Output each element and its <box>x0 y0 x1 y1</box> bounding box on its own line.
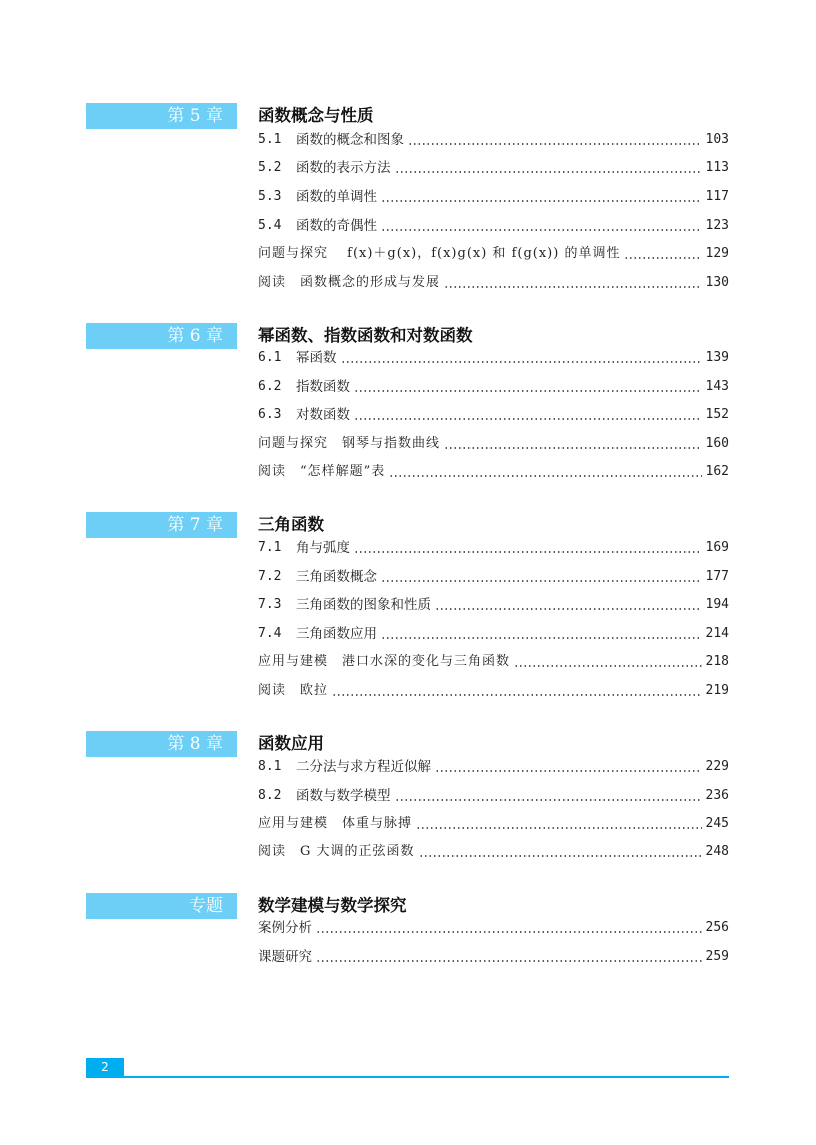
dot-leader <box>381 637 702 639</box>
chapter-title[interactable]: 幂函数、指数函数和对数函数 <box>258 326 473 345</box>
footer-rule <box>86 1076 729 1078</box>
dot-leader <box>514 665 702 667</box>
chapter-label: 第 8 章 <box>86 731 237 757</box>
toc-entry[interactable] <box>258 595 729 615</box>
page-ref: 103 <box>705 132 729 147</box>
dot-leader <box>444 286 702 288</box>
dot-leader <box>435 608 702 610</box>
section-number: 5.3 <box>258 189 282 204</box>
section-title: 阅读 欧拉 <box>258 683 329 698</box>
page-number: 2 <box>86 1058 124 1077</box>
chapter-title[interactable]: 函数概念与性质 <box>258 106 374 125</box>
toc-entry[interactable] <box>258 244 729 264</box>
toc-entry[interactable] <box>258 405 729 425</box>
toc-entry[interactable] <box>258 814 729 834</box>
section-number: 7.3 <box>258 597 282 612</box>
chapter-label: 第 7 章 <box>86 512 237 538</box>
page-ref: 256 <box>705 920 729 935</box>
chapter-label: 第 5 章 <box>86 103 237 129</box>
page-ref: 113 <box>705 160 729 175</box>
dot-leader <box>381 200 702 202</box>
section-title: 幂函数 <box>296 350 337 366</box>
chapter-title[interactable]: 三角函数 <box>258 515 324 534</box>
page-ref: 117 <box>705 189 729 204</box>
section-title: 角与弧度 <box>296 540 350 556</box>
section-title: 应用与建模 港口水深的变化与三角函数 <box>258 654 511 669</box>
chapter-title[interactable]: 数学建模与数学探究 <box>258 896 407 915</box>
section-number: 6.2 <box>258 379 282 394</box>
page-ref: 218 <box>705 654 729 669</box>
section-title: 函数的单调性 <box>296 189 377 205</box>
dot-leader <box>395 799 702 801</box>
toc-entry[interactable] <box>258 786 729 806</box>
page-ref: 259 <box>705 949 729 964</box>
page-ref: 139 <box>705 350 729 365</box>
dot-leader <box>389 475 701 477</box>
section-number: 7.1 <box>258 540 282 555</box>
toc-entry[interactable] <box>258 538 729 558</box>
section-title: 三角函数的图象和性质 <box>296 597 431 613</box>
dot-leader <box>395 171 702 173</box>
page-ref: 169 <box>705 540 729 555</box>
page-ref: 162 <box>705 464 729 479</box>
section-number: 7.4 <box>258 626 282 641</box>
section-title: 二分法与求方程近似解 <box>296 759 431 775</box>
section-title: 案例分析 <box>258 920 312 936</box>
section-title: 函数与数学模型 <box>296 788 391 804</box>
dot-leader <box>332 694 702 696</box>
section-title: 函数的表示方法 <box>296 160 391 176</box>
section-title: 三角函数应用 <box>296 626 377 642</box>
toc-entry[interactable] <box>258 947 729 967</box>
dot-leader <box>408 143 702 145</box>
section-title: 课题研究 <box>258 949 312 965</box>
section-title: 对数函数 <box>296 407 350 423</box>
section-number: 5.4 <box>258 218 282 233</box>
page-ref: 236 <box>705 788 729 803</box>
dot-leader <box>435 770 702 772</box>
section-number: 8.1 <box>258 759 282 774</box>
page-ref: 245 <box>705 816 729 831</box>
section-title: 问题与探究 f(x)＋g(x)，f(x)g(x) 和 f(g(x)) 的单调性 <box>258 246 621 261</box>
dot-leader <box>416 827 702 829</box>
toc-entry[interactable] <box>258 918 729 938</box>
dot-leader <box>419 855 702 857</box>
page-ref: 152 <box>705 407 729 422</box>
section-title: 阅读 函数概念的形成与发展 <box>258 275 441 290</box>
dot-leader <box>381 229 702 231</box>
section-title: 指数函数 <box>296 379 350 395</box>
toc-entry[interactable] <box>258 652 729 672</box>
toc-entry[interactable] <box>258 273 729 293</box>
section-title: 问题与探究 钢琴与指数曲线 <box>258 436 441 451</box>
section-number: 5.1 <box>258 132 282 147</box>
section-number: 7.2 <box>258 569 282 584</box>
toc-entry[interactable] <box>258 216 729 236</box>
page-ref: 229 <box>705 759 729 774</box>
page-ref: 160 <box>705 436 729 451</box>
dot-leader <box>444 447 702 449</box>
dot-leader <box>316 960 702 962</box>
section-number: 6.3 <box>258 407 282 422</box>
toc-entry[interactable] <box>258 624 729 644</box>
chapter-label: 专题 <box>86 893 237 919</box>
page-ref: 214 <box>705 626 729 641</box>
page-ref: 143 <box>705 379 729 394</box>
chapter-label: 第 6 章 <box>86 323 237 349</box>
section-title: 阅读 “怎样解题”表 <box>258 464 386 479</box>
page-ref: 129 <box>705 246 729 261</box>
dot-leader <box>354 418 702 420</box>
dot-leader <box>624 257 701 259</box>
dot-leader <box>354 390 702 392</box>
page-ref: 123 <box>705 218 729 233</box>
dot-leader <box>354 551 702 553</box>
toc-entry[interactable] <box>258 681 729 701</box>
page-ref: 177 <box>705 569 729 584</box>
section-number: 6.1 <box>258 350 282 365</box>
toc-entry[interactable] <box>258 187 729 207</box>
section-title: 应用与建模 体重与脉搏 <box>258 816 413 831</box>
toc-entry[interactable] <box>258 434 729 454</box>
section-title: 函数的奇偶性 <box>296 218 377 234</box>
toc-entry[interactable] <box>258 377 729 397</box>
page-ref: 130 <box>705 275 729 290</box>
toc-entry[interactable] <box>258 757 729 777</box>
section-number: 8.2 <box>258 788 282 803</box>
section-number: 5.2 <box>258 160 282 175</box>
toc-entry[interactable] <box>258 842 729 862</box>
page-ref: 194 <box>705 597 729 612</box>
section-title: 三角函数概念 <box>296 569 377 585</box>
section-title: 函数的概念和图象 <box>296 132 404 148</box>
chapter-title[interactable]: 函数应用 <box>258 734 324 753</box>
toc-entry[interactable] <box>258 348 729 368</box>
page-ref: 248 <box>705 844 729 859</box>
toc-entry[interactable] <box>258 567 729 587</box>
dot-leader <box>316 931 702 933</box>
dot-leader <box>381 580 702 582</box>
toc-entry[interactable] <box>258 158 729 178</box>
toc-entry[interactable] <box>258 462 729 482</box>
page-ref: 219 <box>705 683 729 698</box>
section-title: 阅读 G 大调的正弦函数 <box>258 844 415 859</box>
dot-leader <box>341 361 702 363</box>
toc-entry[interactable] <box>258 130 729 150</box>
